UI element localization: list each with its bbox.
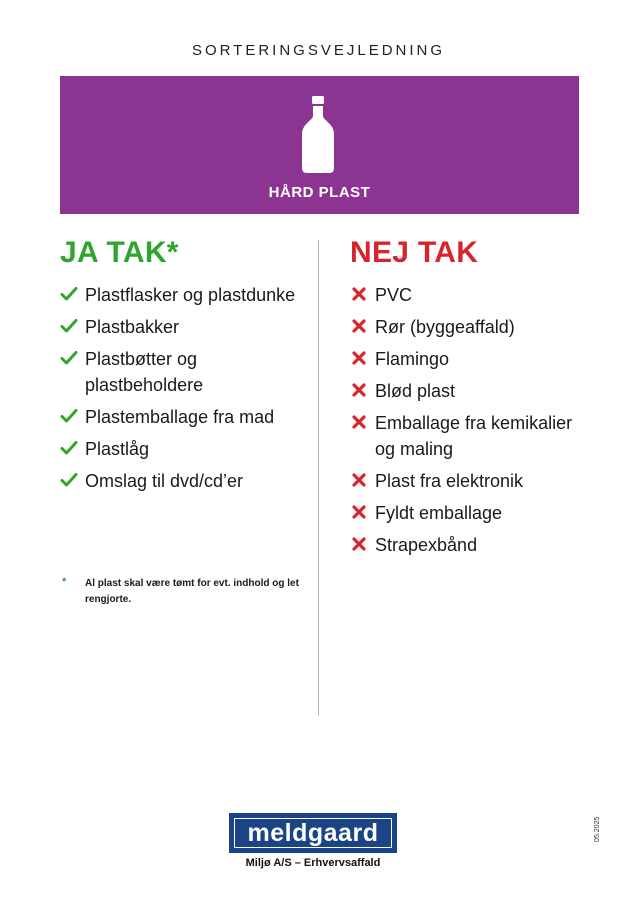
footnote	[62, 576, 302, 608]
list-item	[60, 468, 310, 494]
list-item-label: Omslag til dvd/cd’er	[85, 471, 244, 491]
list-item	[60, 346, 310, 398]
check-icon	[60, 439, 78, 457]
cross-icon	[350, 413, 368, 431]
cross-icon	[350, 317, 368, 335]
check-icon	[60, 349, 78, 367]
list-item-label: Plastflasker og plastdunke	[85, 285, 296, 305]
list-item	[350, 314, 590, 340]
list-item-label: PVC	[375, 285, 413, 305]
list-item-label: Rør (byggeaffald)	[375, 317, 515, 337]
list-item-label: Flamingo	[375, 349, 450, 369]
cross-icon	[350, 381, 368, 399]
list-item	[350, 468, 590, 494]
cross-icon	[350, 503, 368, 521]
check-icon	[60, 407, 78, 425]
accepted-heading: JA TAK*	[60, 236, 179, 269]
list-item-label: Strapexbånd	[375, 535, 478, 555]
column-divider	[318, 240, 319, 716]
logo-text: meldgaard	[247, 819, 379, 847]
list-item	[350, 500, 590, 526]
list-item	[350, 282, 590, 308]
check-icon	[60, 285, 78, 303]
bottle-icon	[298, 96, 338, 174]
logo-frame	[234, 818, 392, 848]
footnote-text: Al plast skal være tømt for evt. indhold og let rengjorte.	[85, 578, 299, 605]
category-banner	[60, 76, 579, 214]
company-subtitle: Miljø A/S – Erhvervsaffald	[245, 857, 381, 869]
rejected-column	[350, 236, 590, 564]
footnote-marker: *	[62, 576, 67, 588]
list-item	[350, 532, 590, 558]
list-item	[350, 346, 590, 372]
list-item-label: Fyldt emballage	[375, 503, 503, 523]
rejected-list	[350, 282, 590, 558]
cross-icon	[350, 535, 368, 553]
accepted-list	[60, 282, 310, 494]
list-item	[60, 436, 310, 462]
cross-icon	[350, 471, 368, 489]
cross-icon	[350, 285, 368, 303]
list-item	[60, 404, 310, 430]
list-item-label: Plastbakker	[85, 317, 180, 337]
document-code: 05.2025	[594, 816, 601, 842]
category-title: HÅRD PLAST	[268, 184, 371, 201]
meldgaard-logo	[229, 813, 397, 853]
document-type-label: SORTERINGSVEJLEDNING	[191, 42, 446, 59]
accepted-column	[60, 236, 310, 500]
check-icon	[60, 317, 78, 335]
list-item-label: Blød plast	[375, 381, 456, 401]
list-item-label: Plast fra elektronik	[375, 471, 524, 491]
cross-icon	[350, 349, 368, 367]
list-item	[350, 378, 590, 404]
list-item-label: Emballage fra kemikalier og maling	[375, 413, 573, 459]
list-item-label: Plastlåg	[85, 439, 150, 459]
check-icon	[60, 471, 78, 489]
list-item	[60, 282, 310, 308]
list-item	[60, 314, 310, 340]
list-item-label: Plastbøtter og plastbeholdere	[85, 349, 204, 395]
list-item-label: Plastemballage fra mad	[85, 407, 275, 427]
list-item	[350, 410, 590, 462]
rejected-heading: NEJ TAK	[350, 236, 479, 269]
